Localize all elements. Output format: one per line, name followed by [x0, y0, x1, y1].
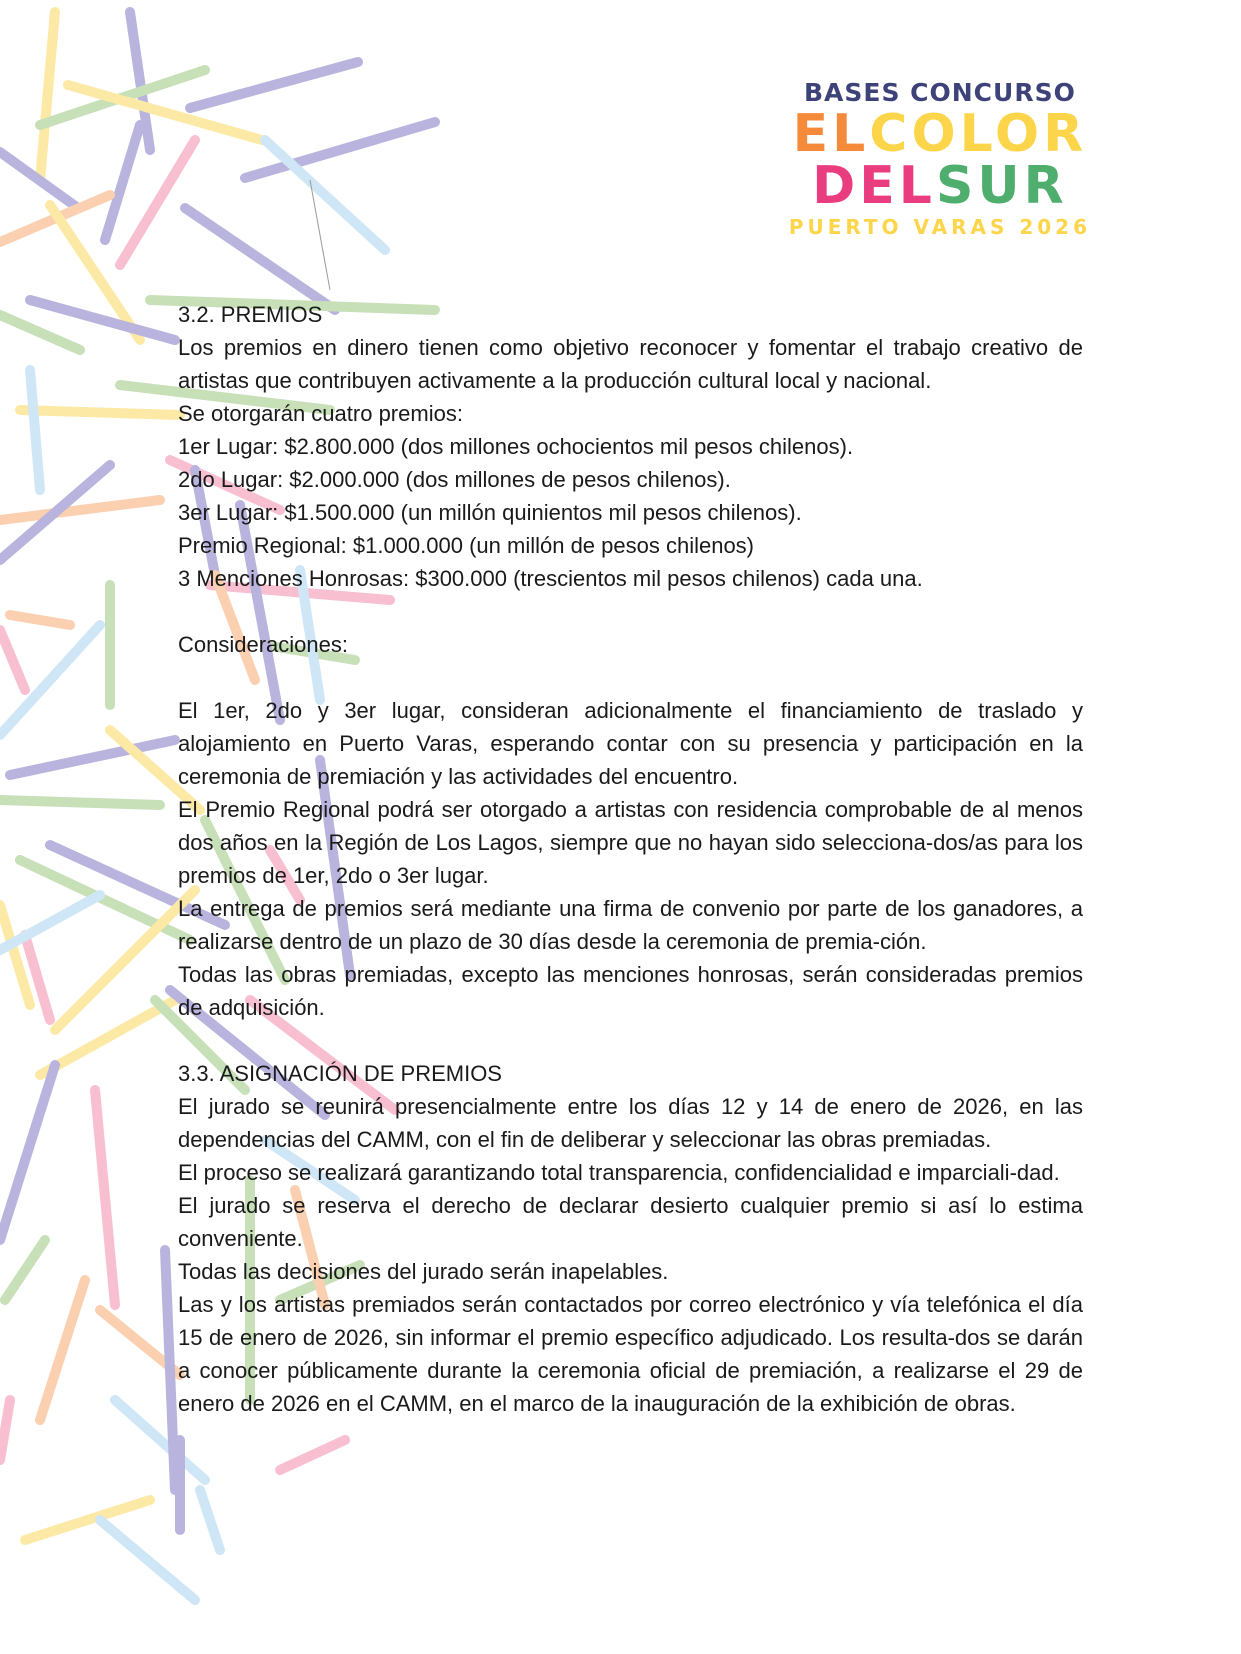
decorative-stick — [20, 410, 180, 415]
logo-color: COLOR — [869, 104, 1088, 164]
asignacion-paragraph: El jurado se reunirá presencialmente entre los días 12 y 14 de enero de 2026, en las dependencias del CAMM, con el fin de deliberar y seleccionar las obras premiadas. — [178, 1094, 1083, 1152]
decorative-stick — [95, 1090, 115, 1305]
premios-count: Se otorgarán cuatro premios: — [178, 401, 463, 426]
prize-item: 3er Lugar: $1.500.000 (un millón quinientos mil pesos chilenos). — [178, 500, 802, 525]
section-heading-premios: 3.2. PREMIOS — [178, 302, 323, 327]
decorative-stick — [0, 315, 80, 350]
decorative-stick — [40, 1000, 175, 1075]
decorative-stick — [0, 630, 25, 690]
decorative-stick — [0, 800, 160, 805]
asignacion-paragraph: Todas las decisiones del jurado serán inapelables. — [178, 1259, 669, 1284]
asignacion-paragraph: Las y los artistas premiados serán contactados por correo electrónico y vía telefónica el día 15 de enero de 2026, sin informar el premio específico adjudicado. Los resulta-dos se darán a conocer públicamente durante la ceremonia oficial de premiación, a realizarse el 29 de enero de 2026 en el CAMM, en el marco de la inauguración de la exhibición de obras. — [178, 1292, 1083, 1416]
decorative-stick — [0, 1400, 10, 1460]
decorative-stick — [165, 1250, 175, 1490]
decorative-stick — [105, 125, 140, 240]
decorative-stick — [190, 62, 358, 108]
logo-subtitle: PUERTO VARAS 2026 — [788, 215, 1091, 239]
decorative-stick — [5, 1240, 45, 1300]
consideraciones-paragraph: Todas las obras premiadas, excepto las menciones honrosas, serán consideradas premios de adquisición. — [178, 962, 1083, 1020]
decorative-stick — [10, 615, 70, 625]
logo-sur: SUR — [935, 156, 1068, 216]
logo-del: DEL — [812, 156, 936, 216]
decorative-stick — [0, 500, 160, 520]
asignacion-paragraph: El jurado se reserva el derecho de declarar desierto cualquier premio si así lo estima conveniente. — [178, 1193, 1083, 1251]
decorative-stick — [40, 1280, 85, 1420]
decorative-stick — [0, 625, 100, 735]
document-body — [178, 298, 1083, 1420]
decorative-stick — [25, 1500, 150, 1540]
section-heading-asignacion: 3.3. ASIGNACIÓN DE PREMIOS — [178, 1061, 502, 1086]
prize-item: 3 Menciones Honrosas: $300.000 (trescientos mil pesos chilenos) cada una. — [178, 566, 923, 591]
decorative-stick — [30, 370, 40, 490]
consideraciones-paragraph: El Premio Regional podrá ser otorgado a artistas con residencia comprobable de al menos dos años en la Región de Los Lagos, siempre que no hayan sido selecciona-dos/as para los premios de 1er, 2do o 3er lugar. — [178, 797, 1083, 888]
decorative-stick — [280, 1440, 345, 1470]
consideraciones-paragraph: La entrega de premios será mediante una firma de convenio por parte de los ganadores, a realizarse dentro de un plazo de 30 días desde la ceremonia de premia-ción. — [178, 896, 1083, 954]
logo-el-color — [789, 104, 1091, 164]
logo-del-sur — [789, 156, 1091, 216]
contest-logo — [789, 78, 1091, 240]
premios-intro: Los premios en dinero tienen como objetivo reconocer y fomentar el trabajo creativo de artistas que contribuyen activamente a la producción cultural local y nacional. — [178, 335, 1083, 393]
prize-item: 1er Lugar: $2.800.000 (dos millones ochocientos mil pesos chilenos). — [178, 434, 854, 459]
logo-bases-concurso: BASES CONCURSO — [803, 78, 1076, 107]
prize-item: Premio Regional: $1.000.000 (un millón de pesos chilenos) — [178, 533, 755, 558]
logo-el: EL — [792, 104, 870, 164]
decorative-stick — [0, 905, 30, 1005]
decorative-stick — [185, 208, 335, 310]
asignacion-paragraph: El proceso se realizará garantizando total transparencia, confidencialidad e imparciali-dad. — [178, 1160, 1060, 1185]
decorative-stick — [40, 12, 55, 180]
prize-item: 2do Lugar: $2.000.000 (dos millones de pesos chilenos). — [178, 467, 731, 492]
decorative-stick — [0, 1065, 55, 1240]
decorative-stick — [200, 1490, 220, 1550]
decorative-stick — [0, 895, 100, 950]
consideraciones-paragraph: El 1er, 2do y 3er lugar, consideran adicionalmente el financiamiento de traslado y alojamiento en Puerto Varas, esperando contar con su presencia y participación en la ceremonia de premiación y las actividades del encuentro. — [178, 698, 1083, 789]
consideraciones-heading: Consideraciones: — [178, 632, 348, 657]
